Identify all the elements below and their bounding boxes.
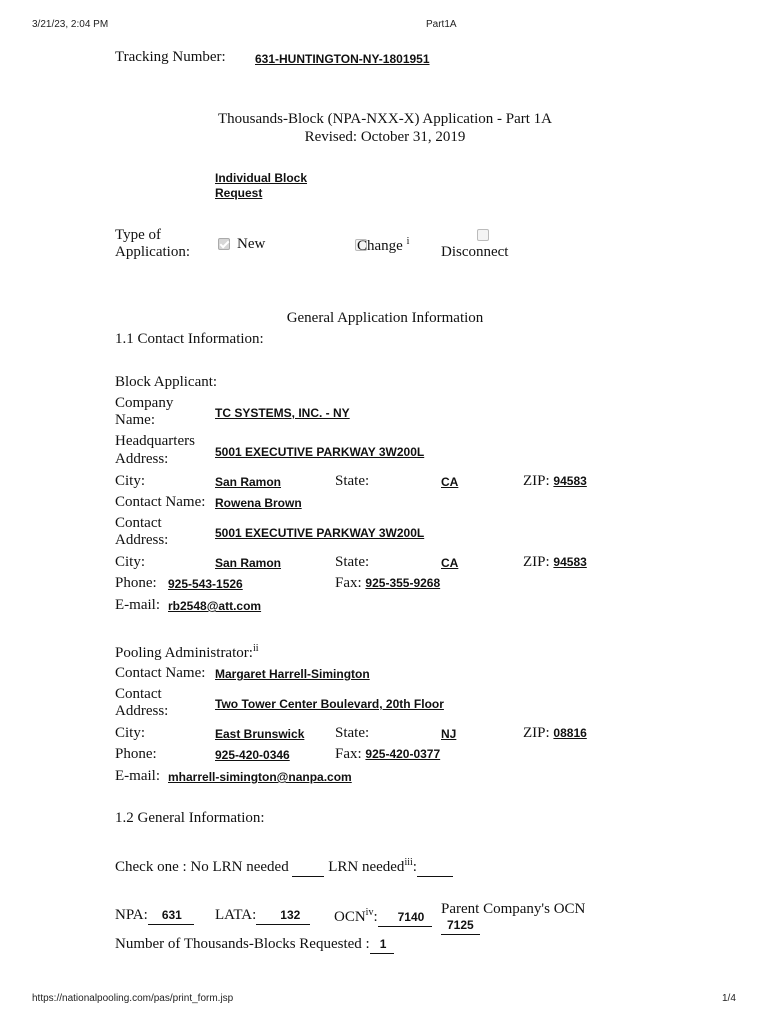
pa-zip-label: ZIP: 08816 xyxy=(523,725,587,741)
ocn-value: 7140 xyxy=(397,910,425,924)
disconnect-label: Disconnect xyxy=(441,244,509,260)
parent-ocn-value: 7125 xyxy=(447,918,474,932)
hq-label-1: Headquarters xyxy=(115,433,195,449)
block-applicant-heading: Block Applicant: xyxy=(115,374,218,390)
hq-address: 5001 EXECUTIVE PARKWAY 3W200L xyxy=(215,445,425,459)
pa-contact-name-label: Contact Name: xyxy=(115,665,206,681)
npa-value: 631 xyxy=(161,908,182,922)
request-type-line2: Request xyxy=(215,186,263,200)
zip2-value: 94583 xyxy=(553,555,587,569)
general-section-heading: General Application Information xyxy=(286,310,484,326)
hq-label-2: Address: xyxy=(115,451,169,467)
no-lrn-blank[interactable] xyxy=(292,859,324,877)
change-label: Change $^i$ xyxy=(357,236,410,254)
blocks-requested-value: 1 xyxy=(379,937,387,951)
footnote-ii: ii xyxy=(252,643,259,654)
pooling-admin-heading: Pooling Administrator:$^{ii}$ xyxy=(115,643,259,661)
pa-email-label: E-mail: xyxy=(115,768,160,784)
city-value: San Ramon xyxy=(215,475,282,489)
city-label: City: xyxy=(115,473,146,489)
application-type-label-1: Type of xyxy=(115,227,162,243)
pa-email-value: mharrell-simington@nanpa.com xyxy=(168,770,352,784)
footnote-iii: iii xyxy=(404,857,413,868)
zip-label: ZIP: 94583 xyxy=(523,473,587,489)
company-name: TC SYSTEMS, INC. - NY xyxy=(215,406,350,420)
form-title: Thousands-Block (NPA-NXX-X) Application - Part 1A xyxy=(218,111,552,127)
company-label-2: Name: xyxy=(115,412,155,428)
zip2-label: ZIP: 94583 xyxy=(523,554,587,570)
state2-value: CA xyxy=(441,556,459,570)
print-url: https://nationalpooling.com/pas/print_form.jsp xyxy=(32,993,234,1004)
state2-label: State: xyxy=(335,554,370,570)
ocn-field: OCN$^{iv}$: 7140 xyxy=(334,907,432,927)
fax-value: 925-355-9268 xyxy=(365,576,441,590)
state-label: State: xyxy=(335,473,370,489)
disconnect-checkbox[interactable] xyxy=(477,229,489,241)
company-label-1: Company xyxy=(115,395,174,411)
fax-label: Fax: 925-355-9268 xyxy=(335,575,441,591)
contact-info-heading: 1.1 Contact Information: xyxy=(115,331,264,347)
pa-phone-label: Phone: xyxy=(115,746,157,762)
pa-state-value: NJ xyxy=(441,727,457,741)
footnote-iv: iv xyxy=(365,907,374,918)
parent-ocn-label: Parent Company's OCN xyxy=(441,901,586,917)
lrn-needed-label: LRN needed xyxy=(328,859,405,875)
pa-phone-value: 925-420-0346 xyxy=(215,748,290,762)
npa-field: NPA: 631 xyxy=(115,907,194,925)
blocks-requested-field: Number of Thousands-Blocks Requested : 1 xyxy=(115,936,394,954)
tracking-label: Tracking Number: xyxy=(115,49,226,65)
print-datetime: 3/21/23, 2:04 PM xyxy=(32,19,109,30)
pa-contact-name-value: Margaret Harrell-Simington xyxy=(215,667,370,681)
print-doc-name: Part1A xyxy=(426,19,457,30)
pa-contact-address-label-2: Address: xyxy=(115,703,169,719)
lata-field: LATA: 132 xyxy=(215,907,310,925)
form-revision: Revised: October 31, 2019 xyxy=(304,129,466,145)
email-value: rb2548@att.com xyxy=(168,599,262,613)
city2-label: City: xyxy=(115,554,146,570)
city2-value: San Ramon xyxy=(215,556,282,570)
general-info-heading: 1.2 General Information: xyxy=(115,810,265,826)
application-type-label-2: Application: xyxy=(115,244,190,260)
lrn-needed-blank[interactable] xyxy=(417,859,453,877)
new-label: New xyxy=(237,236,266,252)
contact-address-label-2: Address: xyxy=(115,532,169,548)
pa-city-value: East Brunswick xyxy=(215,727,305,741)
print-page-number: 1/4 xyxy=(722,993,736,1004)
lrn-check-line: Check one : No LRN needed LRN needed$^{iii}$: xyxy=(115,857,453,877)
phone-value: 925-543-1526 xyxy=(168,577,243,591)
contact-name-value: Rowena Brown xyxy=(215,496,302,510)
contact-address-label-1: Contact xyxy=(115,515,162,531)
pa-zip-value: 08816 xyxy=(553,726,587,740)
request-type-line1: Individual Block xyxy=(215,171,308,185)
phone-label: Phone: xyxy=(115,575,157,591)
parent-ocn-field xyxy=(441,917,480,935)
new-checkbox[interactable] xyxy=(218,238,230,250)
zip-value: 94583 xyxy=(553,474,587,488)
pa-city-label: City: xyxy=(115,725,146,741)
contact-address-value: 5001 EXECUTIVE PARKWAY 3W200L xyxy=(215,526,425,540)
no-lrn-label: Check one : No LRN needed xyxy=(115,859,289,875)
pa-state-label: State: xyxy=(335,725,370,741)
pa-fax-value: 925-420-0377 xyxy=(365,747,441,761)
pa-fax-label: Fax: 925-420-0377 xyxy=(335,746,441,762)
footnote-i: i xyxy=(406,236,410,247)
pa-contact-address-value: Two Tower Center Boulevard, 20th Floor xyxy=(215,697,444,711)
state-value: CA xyxy=(441,475,459,489)
contact-name-label: Contact Name: xyxy=(115,494,206,510)
email-label: E-mail: xyxy=(115,597,160,613)
lata-value: 132 xyxy=(280,908,301,922)
pa-contact-address-label-1: Contact xyxy=(115,686,162,702)
tracking-number: 631-HUNTINGTON-NY-1801951 xyxy=(255,52,430,66)
